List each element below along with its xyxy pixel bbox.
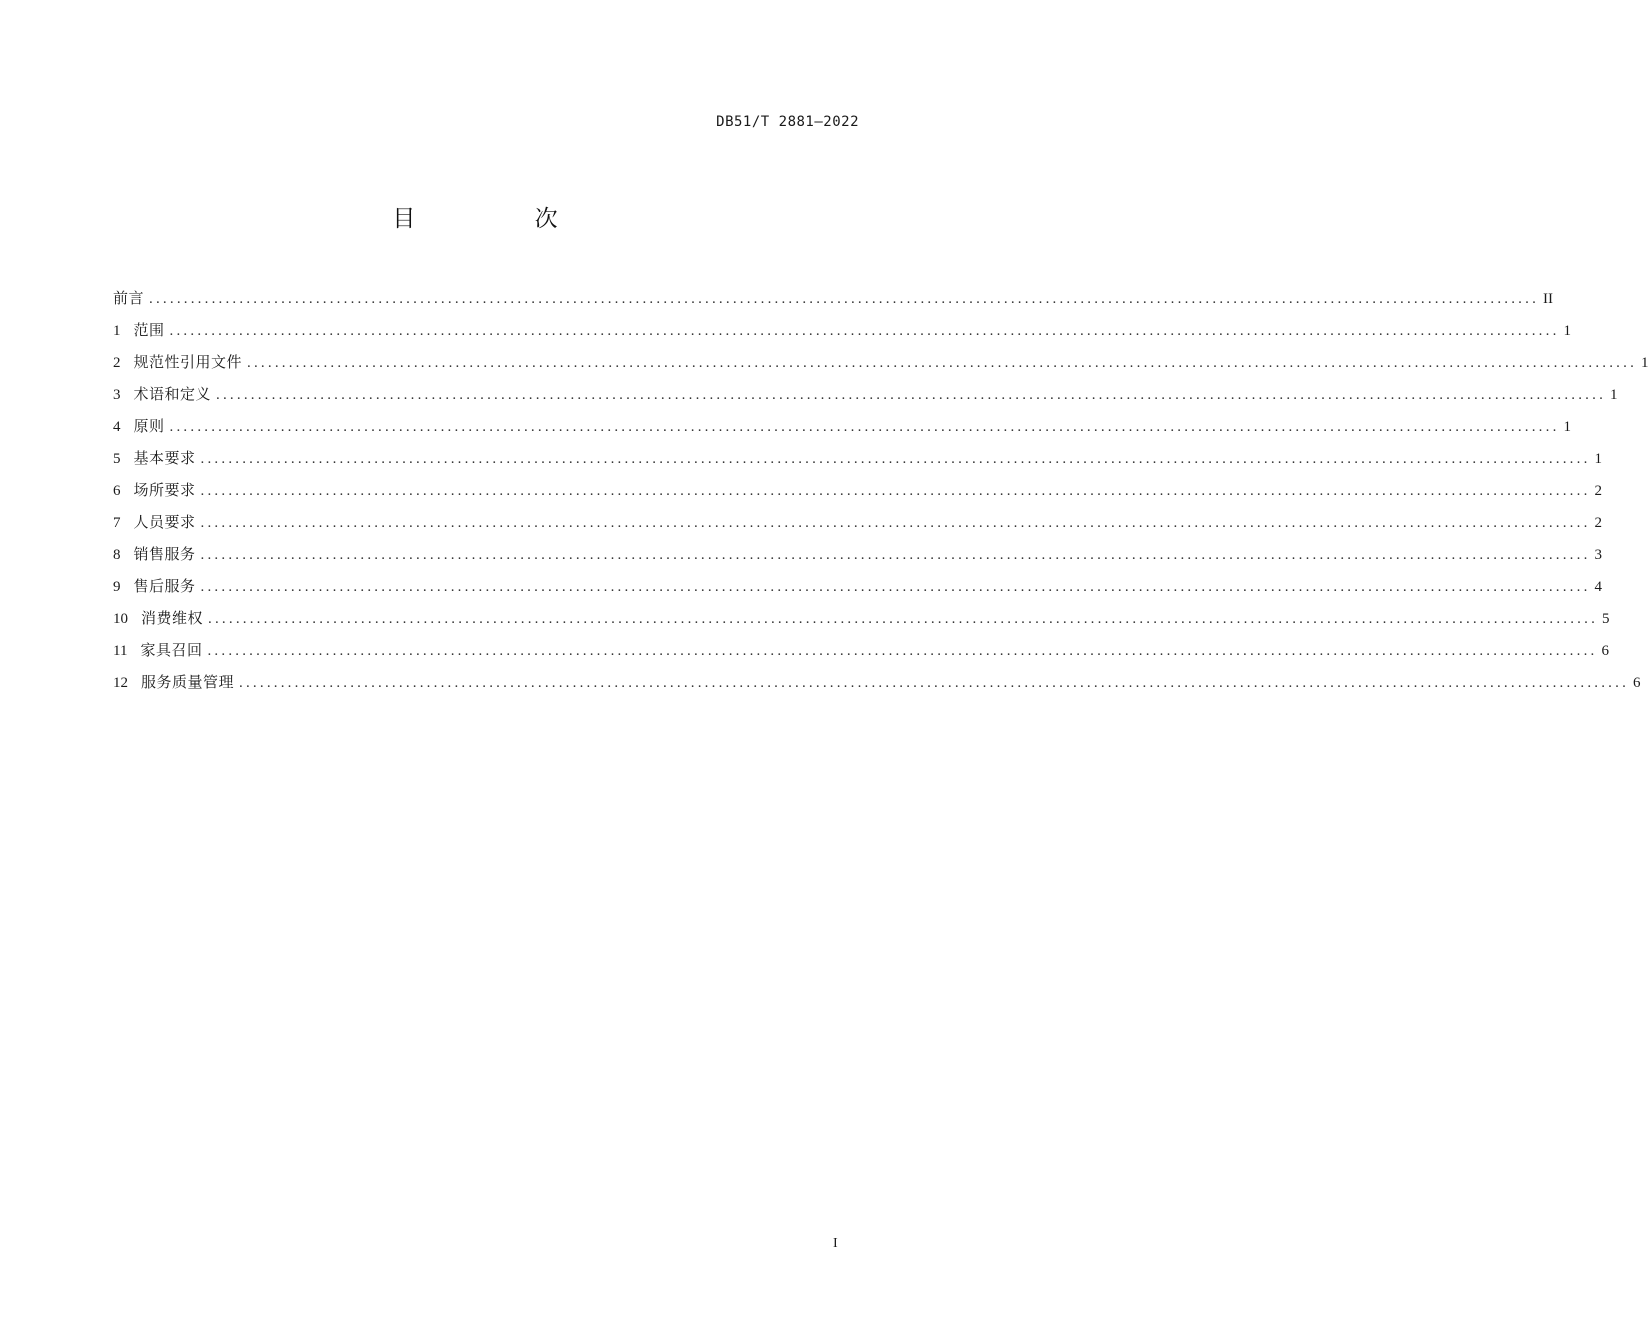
toc-entry-foreword[interactable] bbox=[113, 286, 1554, 318]
table-of-contents bbox=[113, 286, 1649, 702]
toc-dot-leader: ........................................................................................................................................................................................................ bbox=[169, 323, 1560, 339]
page-title: 目 次 bbox=[392, 206, 614, 232]
toc-entry-4[interactable] bbox=[113, 414, 1572, 446]
toc-entry-number: 3 bbox=[113, 387, 121, 403]
toc-entry-page: 6 bbox=[1601, 643, 1609, 659]
toc-entry-7[interactable] bbox=[113, 510, 1603, 542]
toc-entry-label: 消费维权 bbox=[141, 609, 204, 627]
toc-entry-label: 范围 bbox=[133, 321, 165, 339]
toc-entry-number: 10 bbox=[113, 611, 128, 627]
toc-dot-leader: ........................................................................................................................................................................................................ bbox=[200, 483, 1591, 499]
toc-dot-leader: ........................................................................................................................................................................................................ bbox=[239, 675, 1630, 691]
toc-entry-page: 1 bbox=[1563, 323, 1572, 339]
toc-entry-number: 9 bbox=[113, 579, 121, 595]
toc-entry-label: 原则 bbox=[133, 417, 165, 435]
toc-entry-number: 5 bbox=[113, 451, 121, 467]
toc-dot-leader: ........................................................................................................................................................................................................ bbox=[149, 291, 1540, 307]
toc-entry-page: 1 bbox=[1641, 355, 1649, 371]
toc-entry-number: 6 bbox=[113, 483, 121, 499]
toc-entry-label: 服务质量管理 bbox=[141, 673, 235, 691]
toc-entry-page: 3 bbox=[1594, 547, 1603, 563]
toc-entry-6[interactable] bbox=[113, 478, 1603, 510]
toc-dot-leader: ........................................................................................................................................................................................................ bbox=[216, 387, 1607, 403]
toc-dot-leader: ........................................................................................................................................................................................................ bbox=[200, 515, 1591, 531]
toc-dot-leader: ........................................................................................................................................................................................................ bbox=[200, 451, 1591, 467]
toc-dot-leader: ........................................................................................................................................................................................................ bbox=[208, 611, 1599, 627]
toc-entry-number: 4 bbox=[113, 419, 121, 435]
toc-dot-leader: ........................................................................................................................................................................................................ bbox=[207, 643, 1598, 659]
toc-entry-label: 基本要求 bbox=[133, 449, 196, 467]
toc-entry-label: 销售服务 bbox=[133, 545, 196, 563]
toc-entry-label: 售后服务 bbox=[133, 577, 196, 595]
toc-entry-8[interactable] bbox=[113, 542, 1603, 574]
page-number: I bbox=[833, 1236, 838, 1251]
toc-entry-number: 11 bbox=[113, 643, 128, 659]
toc-entry-page: 1 bbox=[1610, 387, 1618, 403]
toc-entry-3[interactable] bbox=[113, 382, 1618, 414]
toc-entry-2[interactable] bbox=[113, 350, 1649, 382]
toc-entry-number: 8 bbox=[113, 547, 121, 563]
toc-entry-12[interactable] bbox=[113, 670, 1641, 702]
toc-entry-page: 1 bbox=[1594, 451, 1603, 467]
toc-entry-label: 前言 bbox=[113, 289, 145, 307]
toc-dot-leader: ........................................................................................................................................................................................................ bbox=[169, 419, 1560, 435]
toc-entry-label: 家具召回 bbox=[140, 641, 203, 659]
toc-entry-page: 4 bbox=[1594, 579, 1603, 595]
toc-entry-number: 2 bbox=[113, 355, 121, 371]
toc-entry-label: 人员要求 bbox=[133, 513, 196, 531]
toc-entry-page: II bbox=[1543, 291, 1554, 307]
toc-dot-leader: ........................................................................................................................................................................................................ bbox=[247, 355, 1638, 371]
toc-entry-1[interactable] bbox=[113, 318, 1572, 350]
toc-entry-page: 2 bbox=[1594, 515, 1603, 531]
toc-entry-page: 2 bbox=[1594, 483, 1603, 499]
toc-entry-9[interactable] bbox=[113, 574, 1603, 606]
toc-entry-5[interactable] bbox=[113, 446, 1603, 478]
document-code: DB51/T 2881—2022 bbox=[716, 114, 859, 130]
toc-entry-10[interactable] bbox=[113, 606, 1610, 638]
toc-entry-label: 规范性引用文件 bbox=[133, 353, 243, 371]
toc-entry-11[interactable] bbox=[113, 638, 1609, 670]
toc-entry-number: 12 bbox=[113, 675, 128, 691]
toc-entry-page: 5 bbox=[1602, 611, 1610, 627]
toc-dot-leader: ........................................................................................................................................................................................................ bbox=[200, 547, 1591, 563]
toc-entry-label: 术语和定义 bbox=[133, 385, 212, 403]
toc-dot-leader: ........................................................................................................................................................................................................ bbox=[200, 579, 1591, 595]
toc-entry-page: 1 bbox=[1563, 419, 1572, 435]
toc-entry-number: 1 bbox=[113, 323, 121, 339]
toc-entry-page: 6 bbox=[1633, 675, 1641, 691]
toc-entry-label: 场所要求 bbox=[133, 481, 196, 499]
toc-entry-number: 7 bbox=[113, 515, 121, 531]
